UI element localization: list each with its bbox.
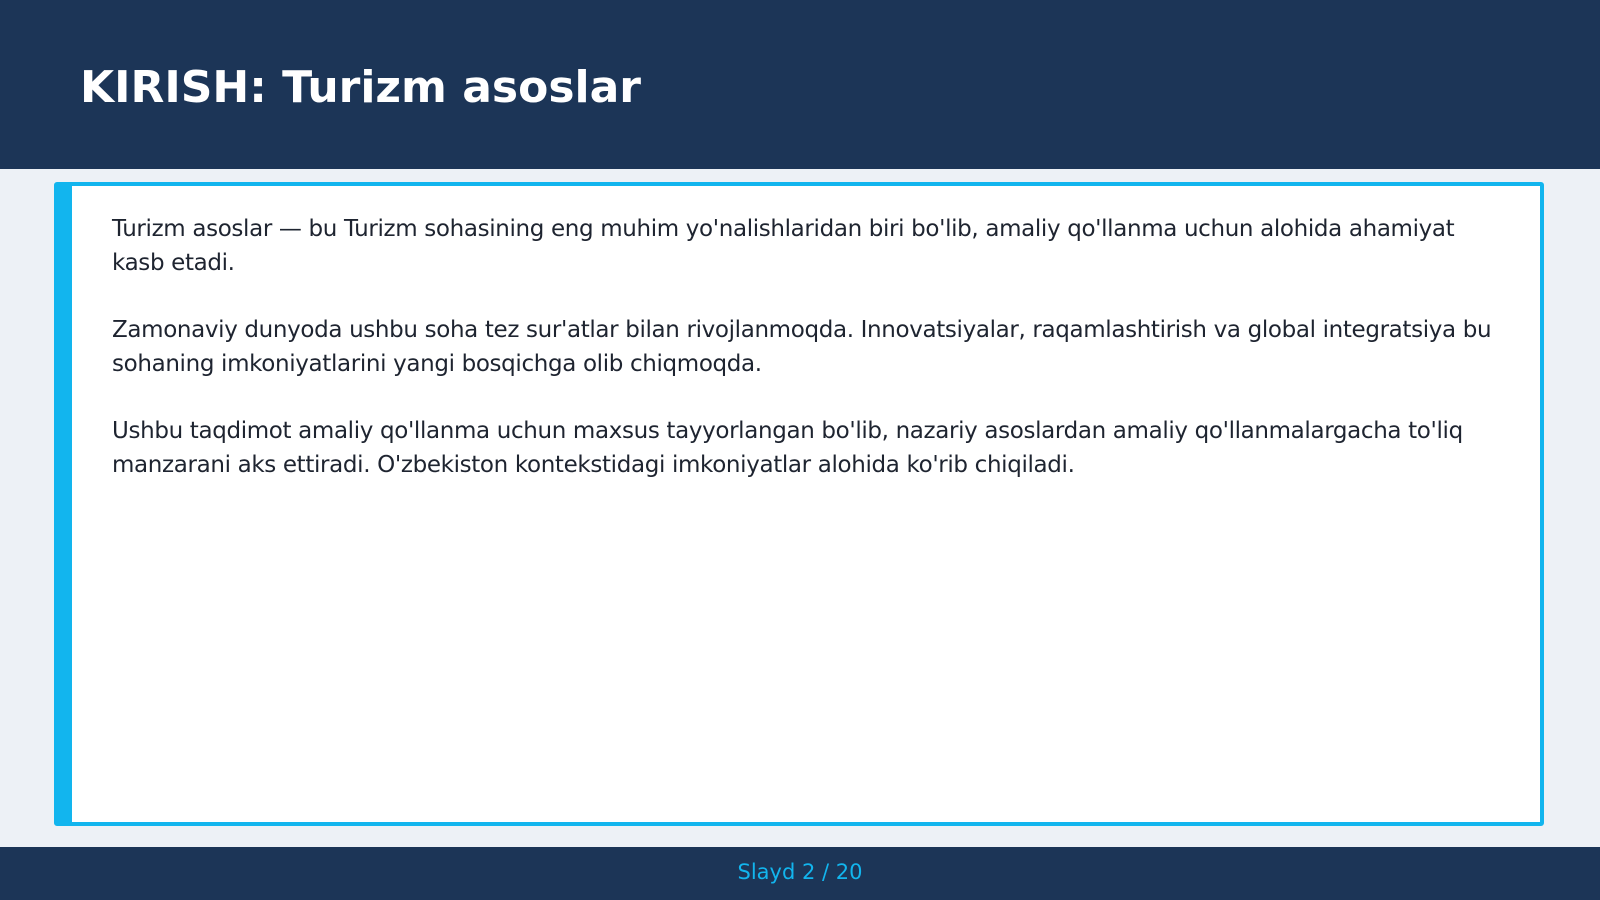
paragraph-intro: Turizm asoslar — bu Turizm sohasining eng muhim yo'nalishlaridan biri bo'lib, amaliy qo'llanma uchun alohida ahamiyat kasb etadi. — [112, 216, 1455, 276]
slide-counter: Slayd 2 / 20 — [737, 860, 863, 884]
paragraph-modern-world: Zamonaviy dunyoda ushbu soha tez sur'atlar bilan rivojlanmoqda. Innovatsiyalar, raqamlashtirish va global integratsiya bu sohaning imkoniyatlarini yangi bosqichga olib chiqmoqda. — [112, 317, 1492, 377]
slide-title: KIRISH: Turizm asoslar — [80, 62, 641, 113]
slide-header — [0, 0, 1600, 169]
slide-footer — [0, 847, 1600, 900]
content-panel — [54, 182, 1544, 826]
paragraph-presentation-purpose: Ushbu taqdimot amaliy qo'llanma uchun maxsus tayyorlangan bo'lib, nazariy asoslardan amaliy qo'llanmalargacha to'liq manzarani aks ettiradi. O'zbekiston kontekstidagi imkoniyatlar alohida ko'rib chiqiladi. — [112, 418, 1463, 478]
content-body — [112, 212, 1502, 515]
